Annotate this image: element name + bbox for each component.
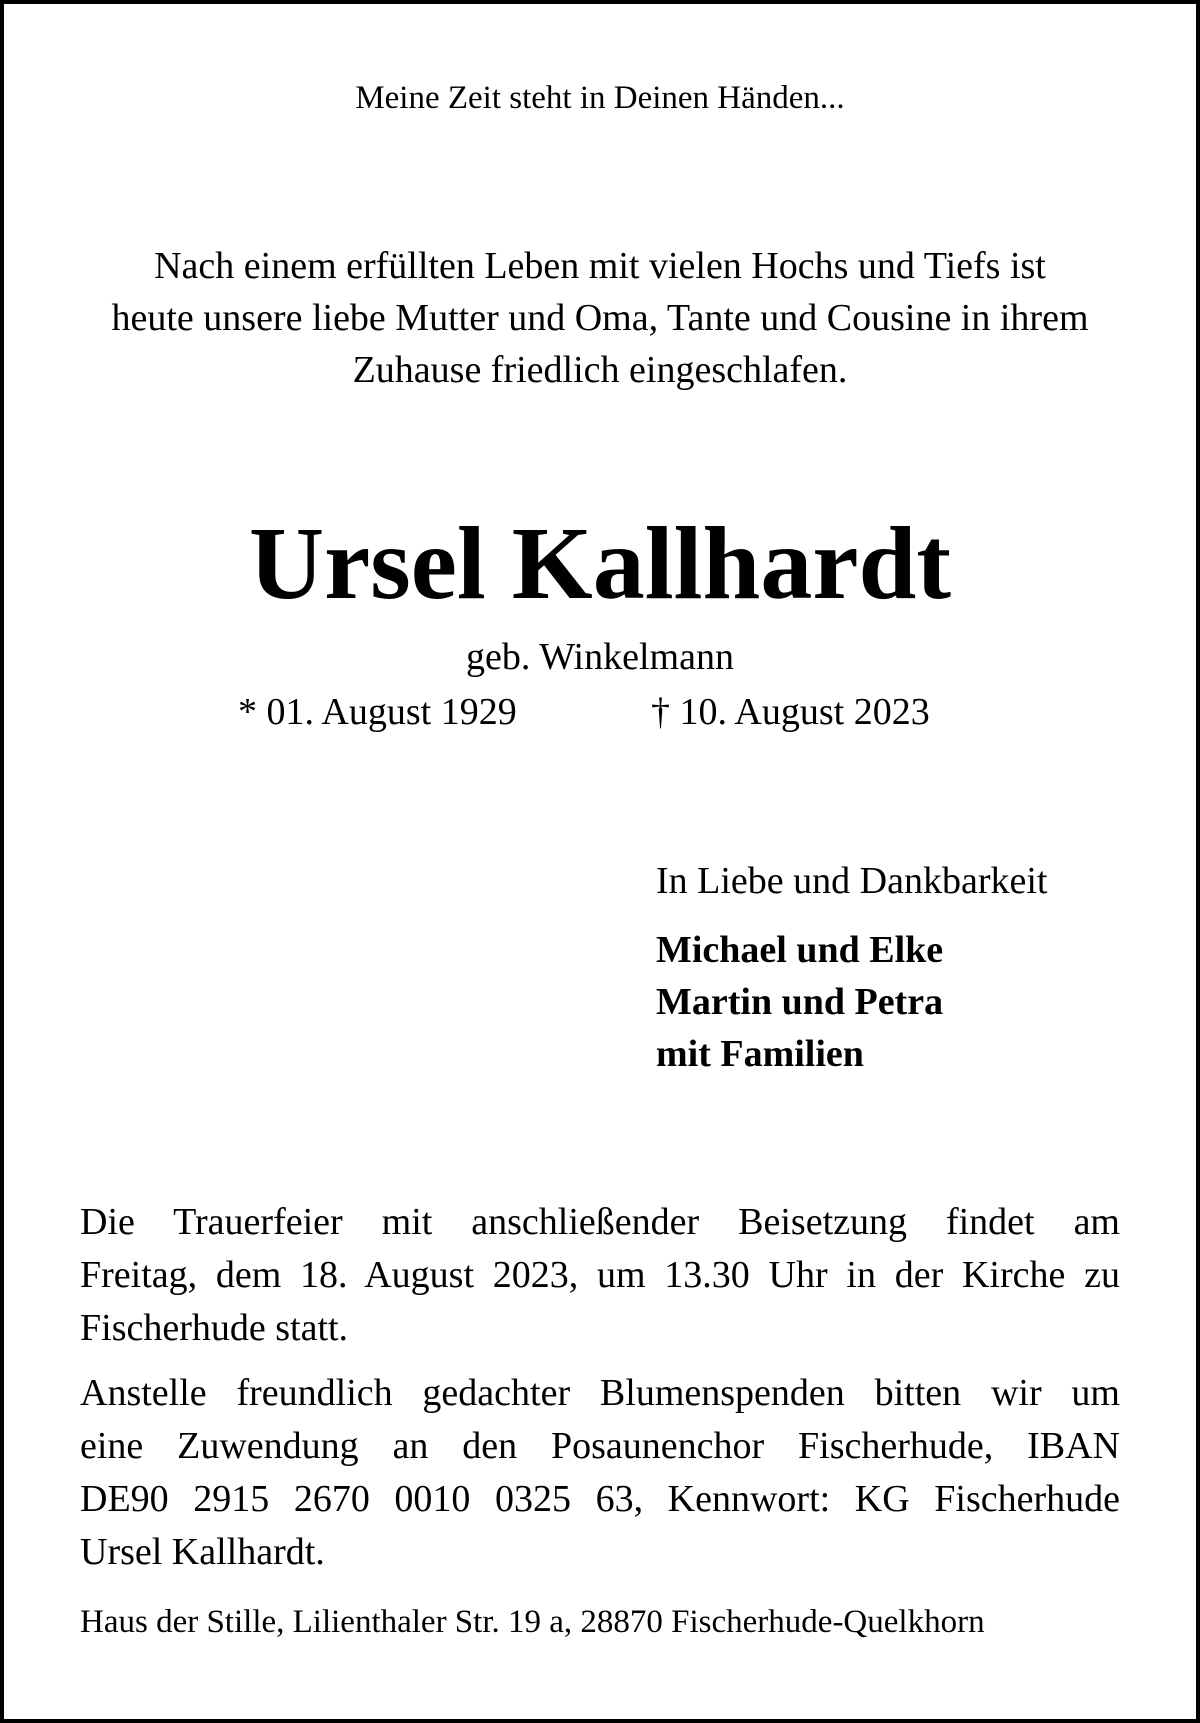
sign-off: In Liebe und Dankbarkeit (656, 860, 1048, 902)
deceased-name: Ursel Kallhardt (249, 506, 951, 621)
birth-date: * 01. August 1929 (238, 691, 517, 733)
funeral-line: Fischerhude statt. (80, 1307, 349, 1349)
mourners-list (656, 924, 943, 1080)
intro-line: Zuhause friedlich eingeschlafen. (352, 349, 848, 391)
intro-text (80, 240, 1120, 396)
funeral-line: Die Trauerfeier mit anschließender Beisetzung findet am (80, 1201, 1120, 1243)
mourner: Martin und Petra (656, 981, 944, 1023)
donation-info (80, 1367, 1120, 1579)
mourner: mit Familien (656, 1033, 864, 1075)
address: Haus der Stille, Lilienthaler Str. 19 a, 28870 Fischerhude-Quelkhorn (80, 1604, 985, 1640)
death-date: † 10. August 2023 (651, 691, 930, 733)
intro-line: heute unsere liebe Mutter und Oma, Tante und Cousine in ihrem (111, 297, 1089, 339)
donation-line: DE90 2915 2670 0010 0325 63, Kennwort: KG Fischerhude (80, 1478, 1120, 1520)
birth-name: geb. Winkelmann (466, 636, 734, 678)
mourner: Michael und Elke (656, 929, 944, 971)
donation-line: Ursel Kallhardt. (80, 1531, 325, 1573)
donation-line: Anstelle freundlich gedachter Blumenspenden bitten wir um (80, 1372, 1120, 1414)
funeral-info (80, 1196, 1120, 1355)
donation-line: eine Zuwendung an den Posaunenchor Fischerhude, IBAN (80, 1425, 1120, 1467)
funeral-line: Freitag, dem 18. August 2023, um 13.30 Uhr in der Kirche zu (80, 1254, 1120, 1296)
intro-line: Nach einem erfüllten Leben mit vielen Hochs und Tiefs ist (154, 245, 1046, 287)
motto: Meine Zeit steht in Deinen Händen... (355, 80, 845, 116)
